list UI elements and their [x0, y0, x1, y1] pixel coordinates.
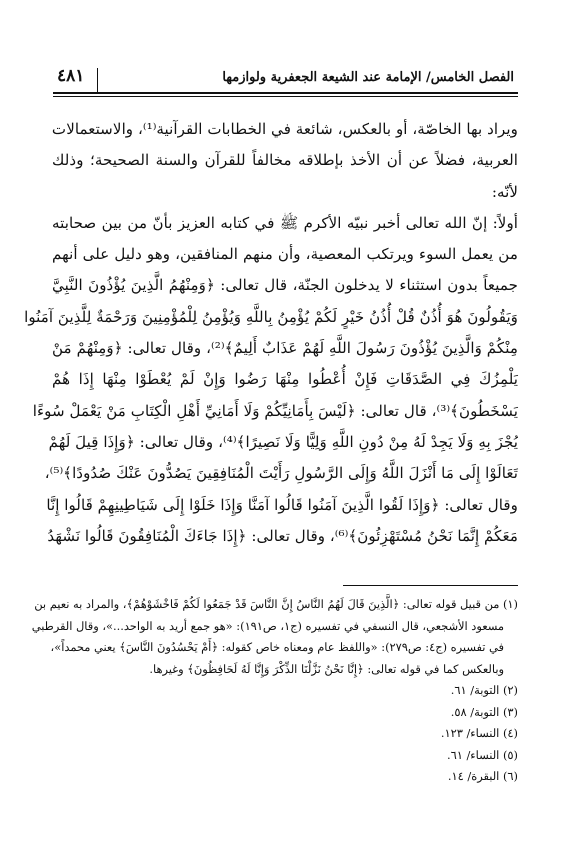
text-line: أولاً: إنّ الله تعالى أخبر نبيّه الأكرم ﷺ في كتابه العزيز بأنّ من بين صحابته	[52, 213, 518, 232]
footnote-ref: (٦) البقرة/ ١٤.	[447, 769, 518, 783]
text-line: العربية، فضلاً عن أن الأخذ بإطلاقه مخالفاً للقرآن والسنة الصحيحة؛ وذلك	[52, 151, 518, 170]
main-text	[24, 114, 519, 552]
text-line: تَعَالَوْا إِلَى مَا أَنْزَلَ اللَّهُ وَإِلَى الرَّسُولِ رَأَيْتَ الْمُنَافِقِينَ يَصُدُّونَ عَنْكَ صُدُودًا﴾⁽⁵⁾،	[44, 464, 518, 483]
text-line: يَلْمِزُكَ فِي الصَّدَقَاتِ فَإِنْ أُعْطُوا مِنْهَا رَضُوا وَإِنْ لَمْ يُعْطَوْا مِنْهَا إِذَا هُمْ	[52, 370, 518, 389]
footnotes	[31, 594, 518, 788]
footnote-line: وبالعكس كما في قوله تعالى: ﴿إِنَّا نَحْنُ نَزَّلْنَا الذِّكْرَ وَإِنَّا لَهُ لَحَافِظُونَ﴾ وغيرها.	[149, 661, 504, 676]
footnote-ref: (٥) النساء/ ٦١.	[446, 747, 518, 762]
text-line: وقال تعالى: ﴿وَإِذَا لَقُوا الَّذِينَ آمَنُوا قَالُوا آمَنَّا وَإِذَا خَلَوْا إِلَى شَيَاطِينِهِمْ قَالُوا إِنَّا	[46, 495, 518, 514]
footnote-separator	[343, 585, 518, 586]
footnote-ref: (٣) التوبة/ ٥٨.	[450, 704, 518, 719]
text-line: ويراد بها الخاصّة، أو بالعكس، شائعة في الخطابات القرآنية⁽¹⁾، والاستعمالات	[51, 120, 518, 138]
text-line: من يعمل السوء ويرتكب المعصية، وأن منهم المنافقين، وهو دليل على أنهم	[52, 245, 518, 264]
text-line: يُجْزَ بِهِ وَلَا يَجِدْ لَهُ مِنْ دُونِ اللَّهِ وَلِيًّا وَلَا نَصِيرًا﴾⁽⁴⁾، وقال تعالى: ﴿وَإِذَا قِيلَ لَهُمْ	[48, 432, 518, 451]
footnote-line: (١) من قبيل قوله تعالى: ﴿الَّذِينَ قَالَ لَهُمُ النَّاسُ إِنَّ النَّاسَ قَدْ جَمَعُوا لَكُمْ فَاخْشَوْهُمْ﴾، والمراد به نعيم بن	[34, 597, 518, 611]
footnote-ref: (٢) التوبة/ ٦١.	[450, 683, 518, 697]
running-header	[53, 68, 518, 94]
text-line: لأنّه:	[491, 182, 518, 201]
footnote-line: مسعود الأشجعي، قال النسفي في تفسيره (ج١، ص١٩١): «هو جمع أريد به الواحد...»، وقال القرطبي	[31, 618, 504, 633]
text-line: وَيَقُولُونَ هُوَ أُذُنٌ قُلْ أُذُنُ خَيْرٍ لَكُمْ يُؤْمِنُ بِاللَّهِ وَيُؤْمِنُ لِلْمُؤْمِنِينَ وَرَحْمَةٌ لِلَّذِينَ آمَنُوا	[24, 307, 518, 326]
text-line: جميعاً بدون استثناء لا يدخلون الجنّة، قال تعالى: ﴿وَمِنْهُمُ الَّذِينَ يُؤْذُونَ النَّبِيَّ	[52, 276, 518, 295]
chapter-title: الفصل الخامس/ الإمامة عند الشيعة الجعفرية ولوازمها	[222, 70, 514, 85]
text-line: مِنْكُمْ وَالَّذِينَ يُؤْذُونَ رَسُولَ اللَّهِ لَهُمْ عَذَابٌ أَلِيمٌ﴾⁽²⁾، وقال تعالى: ﴿وَمِنْهُمْ مَنْ	[52, 339, 519, 358]
footnote-line: في تفسيره (ج٤: ص٢٧٩): «واللفظ عام ومعناه خاص كقوله: ﴿أَمْ يَحْسُدُونَ النَّاسَ﴾ يعني محمداً»،	[50, 640, 504, 654]
page-number: ٤٨١	[57, 66, 85, 86]
text-line: مَعَكُمْ إِنَّمَا نَحْنُ مُسْتَهْزِئُونَ﴾⁽⁶⁾، وقال تعالى: ﴿إِذَا جَاءَكَ الْمُنَافِقُونَ قَالُوا نَشْهَدُ	[47, 526, 518, 545]
text-line: يَسْخَطُونَ﴾⁽³⁾، قال تعالى: ﴿لَيْسَ بِأَمَانِيِّكُمْ وَلَا أَمَانِيِّ أَهْلِ الْكِتَابِ مَنْ يَعْمَلْ سُوءًا	[32, 401, 518, 420]
header-page-separator	[97, 68, 98, 92]
header-rule-thin	[53, 96, 518, 97]
header-rule-thick	[53, 92, 518, 94]
footnote-ref: (٤) النساء/ ١٢٣.	[440, 726, 518, 740]
